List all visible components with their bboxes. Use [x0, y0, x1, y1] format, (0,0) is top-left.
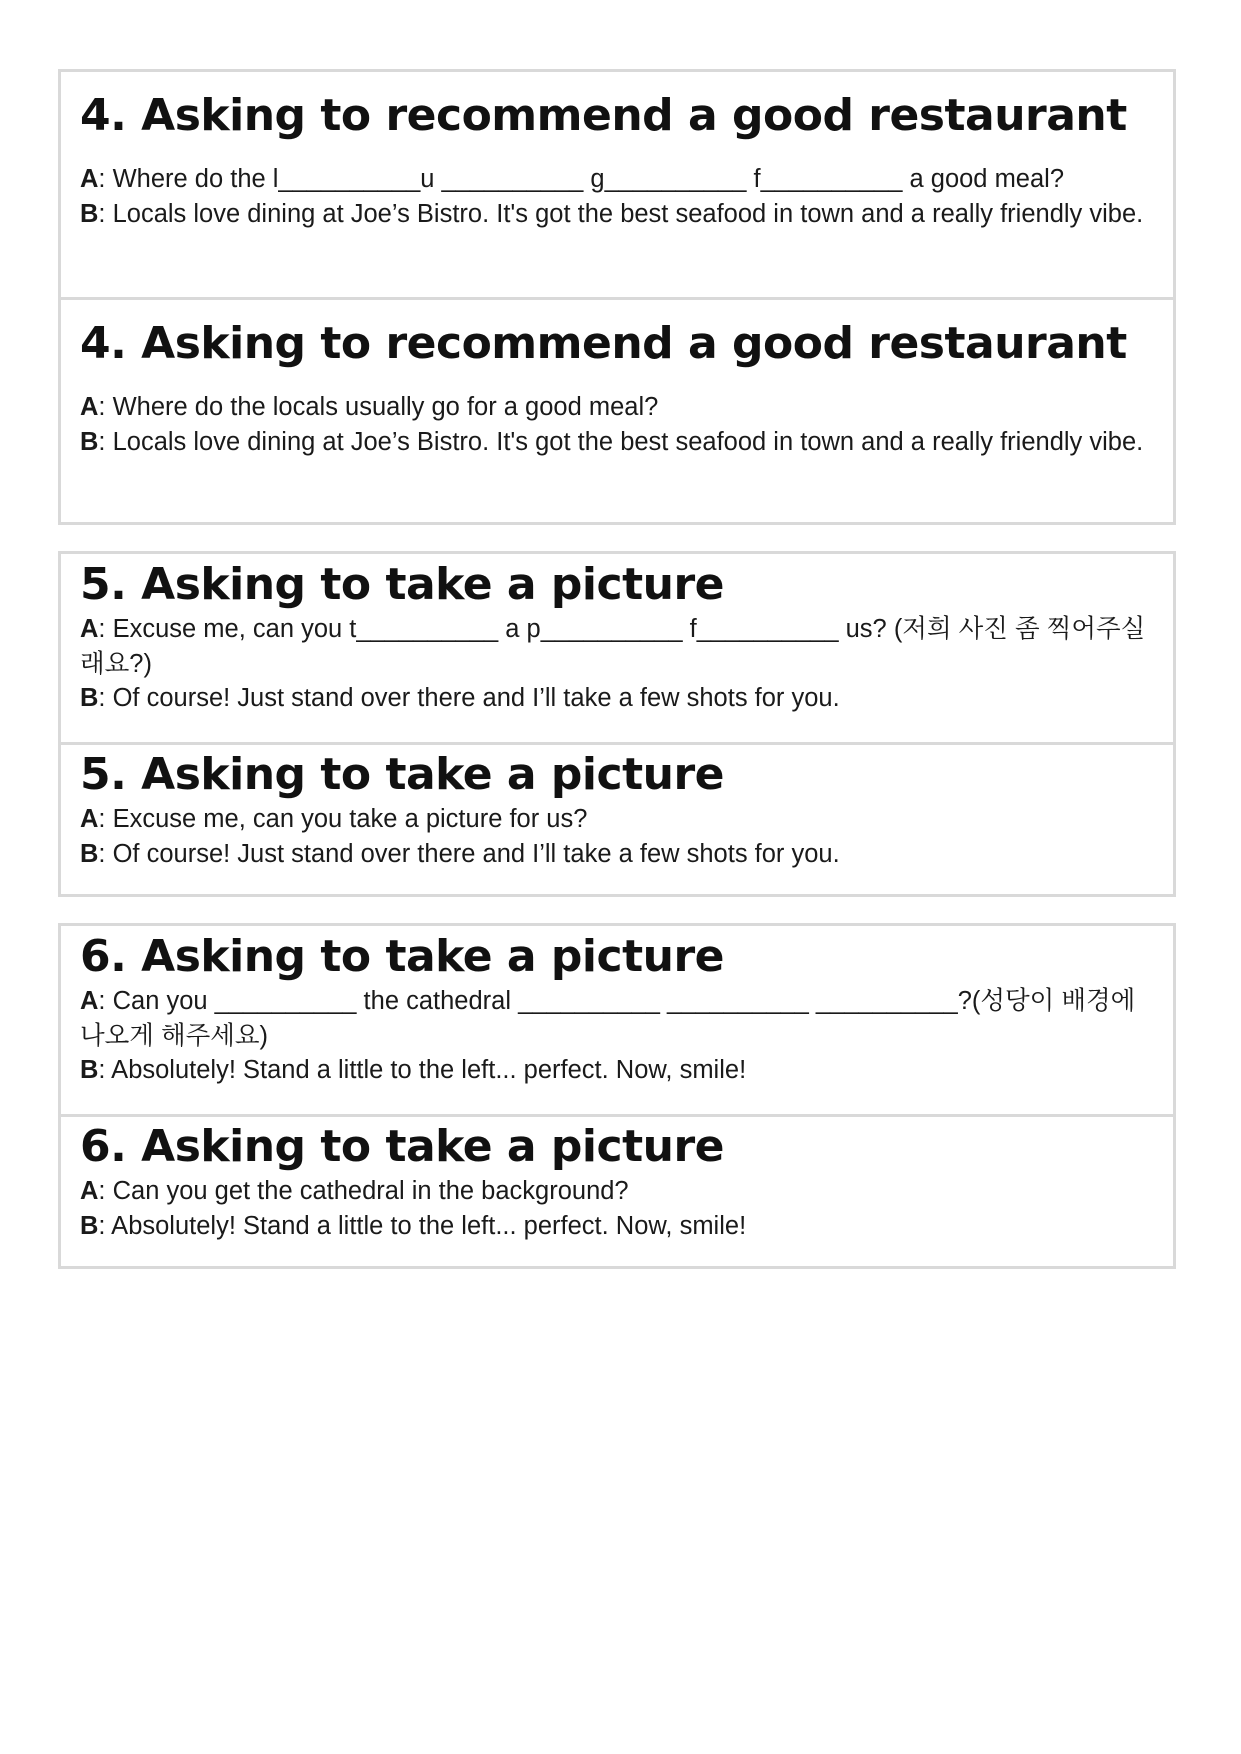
- section-restaurant: [58, 69, 1176, 525]
- speaker-b: B: [80, 427, 99, 456]
- exercise-card-blank: [61, 554, 1173, 742]
- speaker-a: A: [80, 393, 99, 421]
- dialogue-line-b: [80, 200, 1143, 228]
- line-text: : Excuse me, can you take a picture for us?: [98, 805, 588, 833]
- line-text: : Where do the locals usually go for a good meal?: [98, 393, 659, 421]
- line-text: : Absolutely! Stand a little to the left... perfect. Now, smile!: [98, 1056, 747, 1084]
- section-background-picture: [58, 923, 1176, 1269]
- dialogue-line-b: [80, 684, 840, 712]
- dialogue-line-a: [80, 805, 587, 833]
- dialogue-line-a: [80, 393, 658, 421]
- dialogue: [80, 984, 1153, 1088]
- speaker-b: B: [80, 1056, 99, 1084]
- dialogue: [80, 390, 1153, 459]
- dialogue-line-b: [80, 1212, 746, 1240]
- card-title: 6. Asking to take a picture: [80, 1121, 724, 1172]
- speaker-b: B: [80, 1211, 99, 1240]
- dialogue-line-b: [80, 428, 1143, 456]
- speaker-a: A: [80, 805, 99, 833]
- line-text: : Can you get the cathedral in the background?: [98, 1177, 629, 1205]
- section-take-picture: [58, 551, 1176, 897]
- dialogue: [80, 802, 1153, 871]
- exercise-card-answer: [61, 742, 1173, 894]
- dialogue-line-a: [80, 1177, 629, 1205]
- exercise-card-answer: [61, 297, 1173, 522]
- speaker-a: A: [80, 165, 99, 193]
- worksheet-page: [58, 69, 1176, 1269]
- speaker-a: A: [80, 1177, 99, 1205]
- card-title: 4. Asking to recommend a good restaurant: [80, 318, 1127, 369]
- card-title: 5. Asking to take a picture: [80, 559, 724, 610]
- dialogue-line-a: [80, 987, 1135, 1050]
- line-text: : Of course! Just stand over there and I’ll take a few shots for you.: [98, 839, 840, 868]
- card-title: 5. Asking to take a picture: [80, 749, 724, 800]
- line-text: : Where do the l__________u __________ g__________ f__________ a good meal?: [98, 165, 1065, 193]
- line-text: : Of course! Just stand over there and I’ll take a few shots for you.: [98, 684, 840, 712]
- dialogue-line-a: [80, 165, 1064, 193]
- dialogue-line-b: [80, 840, 840, 868]
- speaker-b: B: [80, 684, 99, 712]
- exercise-card-blank: [61, 926, 1173, 1114]
- speaker-b: B: [80, 199, 99, 228]
- line-text: : Locals love dining at Joe’s Bistro. It's got the best seafood in town and a really friendly vibe.: [98, 199, 1144, 228]
- dialogue: [80, 1174, 1153, 1243]
- card-title: 4. Asking to recommend a good restaurant: [80, 90, 1127, 141]
- dialogue: [80, 612, 1153, 716]
- dialogue-line-b: [80, 1056, 746, 1084]
- speaker-b: B: [80, 839, 99, 868]
- line-text: : Excuse me, can you t__________ a p__________ f__________ us? (저희 사진 좀 찍어주실래요?): [80, 615, 1146, 678]
- dialogue: [80, 162, 1153, 231]
- card-title: 6. Asking to take a picture: [80, 931, 724, 982]
- line-text: : Locals love dining at Joe’s Bistro. It's got the best seafood in town and a really friendly vibe.: [98, 427, 1144, 456]
- exercise-card-answer: [61, 1114, 1173, 1266]
- dialogue-line-a: [80, 615, 1145, 678]
- line-text: : Absolutely! Stand a little to the left... perfect. Now, smile!: [98, 1211, 747, 1240]
- speaker-a: A: [80, 615, 99, 643]
- exercise-card-blank: [61, 72, 1173, 297]
- speaker-a: A: [80, 987, 99, 1015]
- line-text: : Can you __________ the cathedral __________ __________ __________?(성당이 배경에 나오게 해주세요): [80, 987, 1136, 1050]
